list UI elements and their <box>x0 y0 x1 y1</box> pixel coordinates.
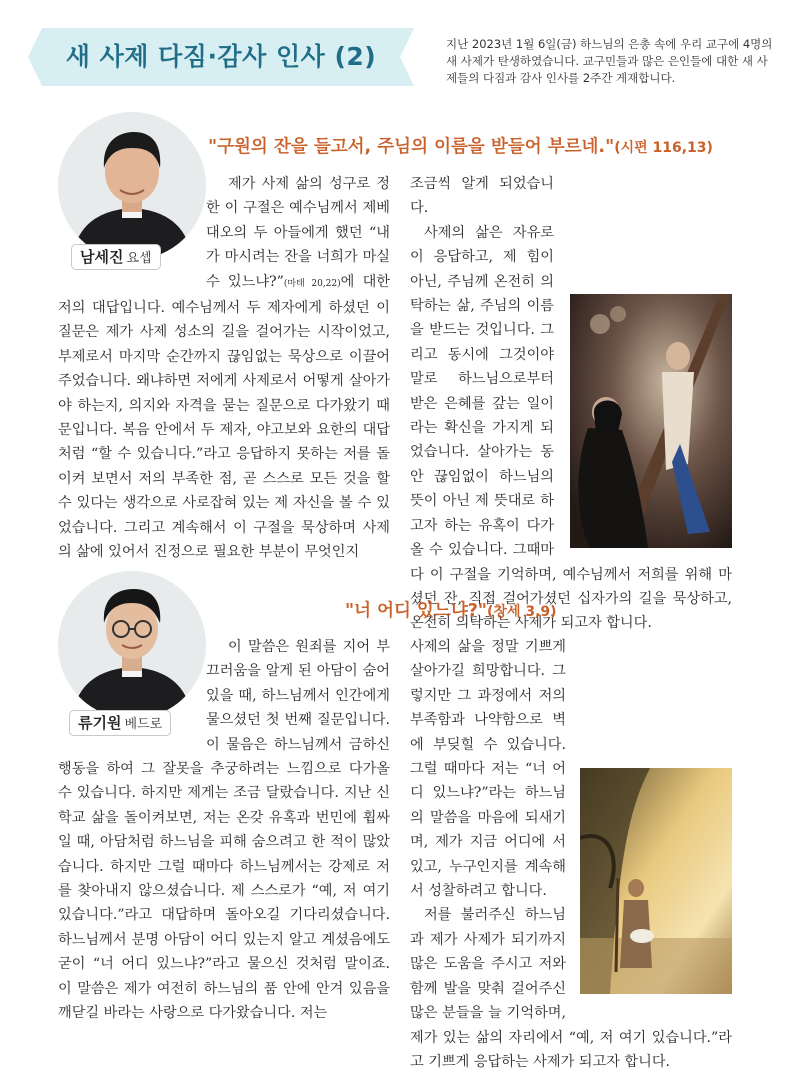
section1-left-column <box>58 172 390 565</box>
page-title: 새 사제 다짐·감사 인사 (2) <box>65 42 377 71</box>
section2-right-p2: 저를 불러주신 하느님과 제가 사제가 되기까지 많은 도움을 주시고 저와 함께 발을 맞춰 걸어주신 많은 분들을 늘 기억하며, 제가 있는 삶의 자리에서 “예, 저 여기 있습니다.”라고 기쁘게 응답하는 사제가 되고자 합니다. <box>410 907 732 1070</box>
section1-quote-ref: (시편 116,13) <box>614 140 713 156</box>
section1-left-text-b: 에 대한 저의 대답입니다. 예수님께서 두 제자에게 하셨던 이 질문은 제가 사제 성소의 길을 걸어가는 시작이었고, 부제로서 마지막 순간까지 끊임없는 묵상으로 이끌어 주었습니다. 왜냐하면 저에게 사제로서 어떻게 살아가야 하는지, 의지와 자격을 묻는 질문으로 다가왔기 때문입니다. 복음 안에서 두 제자, 야고보와 요한의 대답처럼 “할 수 있습니다.”라고 응답하지 못하는 저를 돌이켜 보면서 저의 부족한 점, 곧 스스로 모든 것을 할 수 있다는 생각으로 사로잡혀 있는 제 자신을 볼 수 있었습니다. 그리고 계속해서 이 구절을 묵상하며 사제의 삶에 있어서 진정으로 필요한 부분이 무엇인지 <box>58 273 390 561</box>
priest-name-1-text: 남세진 <box>80 248 124 266</box>
priest-baptismal-1: 요셉 <box>126 251 152 266</box>
priest-name-2-text: 류기원 <box>78 714 122 732</box>
section2-left-paragraph: 이 말씀은 원죄를 지어 부끄러움을 알게 된 아담이 숨어있을 때, 하느님께서 인간에게 물으셨던 첫 번째 질문입니다. 이 물음은 하느님께서 금하신 행동을 하여 그 잘못을 추궁하려는 느낌으로 다가올 수 있습니다. 하지만 제게는 조금 달랐습니다. 지난 신학교 삶을 돌이켜보면, 저는 온갖 유혹과 번민에 휩싸일 때, 아담처럼 하느님을 피해 숨으려고 한 적이 많았습니다. 하지만 그럴 때마다 하느님께서는 강제로 저를 찾아내지 않으셨습니다. 제 스스로가 “예, 저 여기 있습니다.”라고 대답하며 돌아오길 기다리셨습니다. 하느님께서 분명 아담이 어디 있는지 알고 계셨음에도 굳이 “너 어디 있느냐?”라고 물으신 것처럼 말이죠. 이 말씀은 제가 여전히 하느님의 품 안에 안겨 있음을 깨닫길 바라는 사랑으로 다가왔습니다. 저는 <box>58 639 390 1022</box>
section1-right-p1: 조금씩 알게 되었습니다. <box>410 176 554 217</box>
section1-quote <box>208 133 713 158</box>
title-banner <box>28 28 414 86</box>
painting-shepherd <box>580 768 732 994</box>
section2-right-p1: 사제의 삶을 정말 기쁘게 살아가길 희망합니다. 그렇지만 그 과정에서 저의 부족함과 나약함으로 벽에 부딪힐 수 있습니다. 그럴 때마다 저는 “너 어디 있느냐?”라는 하느님의 말씀을 마음에 되새기며, 제가 지금 어디에 서 있고, 누구인지를 계속해서 성찰하려고 합니다. <box>410 639 566 900</box>
priest-baptismal-2: 베드로 <box>124 717 163 732</box>
section1-left-ref: (마태 20,22) <box>283 278 341 289</box>
painting-cross <box>570 294 732 548</box>
section1-quote-text: "구원의 잔을 들고서, 주님의 이름을 받들어 부르네." <box>208 137 615 157</box>
section2-quote-text: "너 어디 있느냐?" <box>345 601 488 621</box>
section2-quote <box>345 597 557 622</box>
section2-left-column <box>58 635 390 1026</box>
section1-text-wrap <box>58 172 206 274</box>
section2-quote-ref: (창세 3,9) <box>487 604 557 620</box>
section2-text-wrap <box>58 635 206 737</box>
section1-right-p2: 사제의 삶은 자유로이 응답하고, 제 힘이 아닌, 주님께 온전히 의탁하는 삶, 주님의 이름을 받드는 것입니다. 그리고 동시에 그것이야말로 하느님으로부터 받은 은혜를 갚는 일이라는 확신을 가지게 되었습니다. 살아가는 동안 끊임없이 하느님의 뜻이 아닌 제 뜻대로 하고자 하는 유혹이 다가올 수 있습니다. 그때마다 이 구절을 기억하며, 예수님께서 저희를 위해 마셨던 잔, 직접 걸어가셨던 십자가의 길을 묵상하고, 온전히 의탁하는 사제가 되고자 합니다. <box>410 224 732 632</box>
intro-text: 지난 2023년 1월 6일(금) 하느님의 은총 속에 우리 교구에 4명의 새 사제가 탄생하였습니다. 교구민들과 많은 은인들에 대한 새 사제들의 다짐과 감사 인사를 2주간 게재합니다. <box>446 37 773 85</box>
section1-left-text-a: 제가 사제 삶의 성구로 정한 이 구절은 예수님께서 제베대오의 두 아들에게 했던 “내가 마시려는 잔을 너희가 마실 수 있느냐?” <box>206 176 390 290</box>
